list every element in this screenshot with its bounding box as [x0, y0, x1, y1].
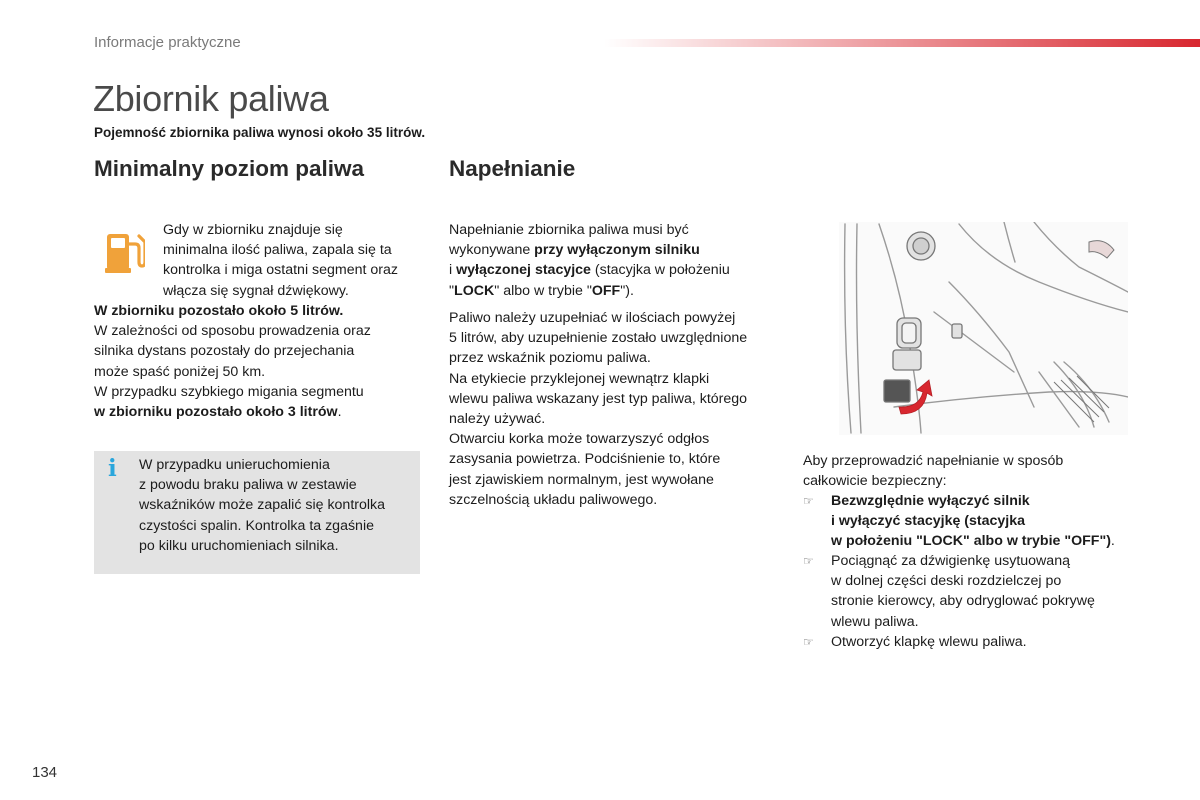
text-line: może spaść poniżej 50 km.	[94, 363, 266, 380]
text-line: w dolnej części deski rozdzielczej po	[831, 573, 1062, 590]
text-line: szczelnością układu paliwowego.	[449, 491, 658, 508]
text-line: czystości spalin. Kontrolka ta zgaśnie	[139, 517, 374, 534]
page-title: Zbiornik paliwa	[93, 78, 329, 119]
text-line: wlewu paliwa.	[831, 613, 919, 630]
text-line: jest zjawiskiem normalnym, jest wywołane	[449, 471, 714, 488]
dashboard-release-lever-illustration	[839, 222, 1128, 435]
text-line-bold: i wyłączyć stacyjkę (stacyjka	[831, 513, 1026, 530]
info-icon: i	[108, 455, 117, 482]
low-fuel-intro	[163, 220, 398, 301]
page-number: 134	[32, 764, 58, 781]
text-line: W przypadku unieruchomienia	[139, 457, 330, 473]
text-line: silnika dystans pozostały do przejechania	[94, 343, 355, 360]
text-line-bold: w położeniu "LOCK" albo w trybie "OFF").	[831, 533, 1115, 550]
text-line: minimalna ilość paliwa, zapala się ta	[163, 242, 392, 259]
text-line: po kilku uruchomieniach silnika.	[139, 537, 339, 554]
heading-refuelling: Napełnianie	[449, 156, 576, 181]
text-line: Otworzyć klapkę wlewu paliwa.	[831, 634, 1027, 650]
text-line: 5 litrów, aby uzupełnienie zostało uwzględnione	[449, 330, 748, 347]
text-line: wskaźników może zapalić się kontrolka	[139, 497, 386, 514]
text-line: Aby przeprowadzić napełnianie w sposób	[803, 453, 1064, 469]
text-line: całkowicie bezpieczny:	[803, 473, 947, 490]
text-line: zasysania powietrza. Podciśnienie to, które	[449, 451, 721, 468]
pointing-hand-icon: ☞	[803, 494, 814, 508]
heading-minimal-fuel: Minimalny poziom paliwa	[94, 156, 365, 181]
pointing-hand-icon: ☞	[803, 554, 814, 568]
text-line-bold: W zbiorniku pozostało około 5 litrów.	[94, 303, 344, 319]
text-line: wlewu paliwa wskazany jest typ paliwa, którego	[449, 390, 748, 407]
safety-intro	[803, 451, 1063, 491]
text-line: Napełnianie zbiornika paliwa musi być	[449, 222, 689, 238]
text-line-bold: w zbiorniku pozostało około 3 litrów.	[94, 404, 342, 421]
text-line: Pociągnąć za dźwigienkę usytuowaną	[831, 553, 1070, 569]
text-line-bold: Bezwzględnie wyłączyć silnik	[831, 493, 1030, 509]
text-line: włącza się sygnał dźwiękowy.	[163, 282, 349, 299]
text-line: z powodu braku paliwa w zestawie	[139, 477, 357, 494]
text-line: kontrolka i miga ostatni segment oraz	[163, 262, 398, 279]
text-line: W przypadku szybkiego migania segmentu	[94, 383, 364, 400]
fuel-pump-icon	[105, 228, 145, 274]
pointing-hand-icon: ☞	[803, 635, 814, 649]
step-1	[803, 491, 1143, 552]
page-subtitle: Pojemność zbiornika paliwa wynosi około 35 litrów.	[94, 125, 426, 140]
low-fuel-details	[94, 301, 371, 422]
text-line: Gdy w zbiorniku znajduje się	[163, 222, 343, 238]
refuel-paragraph-1	[449, 220, 730, 301]
text-line: przez wskaźnik poziomu paliwa.	[449, 350, 651, 367]
text-line: stronie kierowcy, aby odryglować pokrywę	[831, 593, 1095, 610]
text-line: Paliwo należy uzupełniać w ilościach powyżej	[449, 310, 736, 326]
refuel-paragraph-2	[449, 308, 747, 510]
text-line: należy używać.	[449, 411, 546, 428]
text-line: Na etykiecie przyklejonej wewnątrz klapki	[449, 370, 710, 387]
section-label: Informacje praktyczne	[94, 34, 241, 51]
step-2	[803, 551, 1143, 632]
text-line: W zależności od sposobu prowadzenia oraz	[94, 323, 371, 340]
step-3	[803, 632, 1143, 652]
info-box-text	[139, 455, 385, 556]
text-line: "LOCK" albo w trybie "OFF").	[449, 282, 634, 299]
text-line: i wyłączonej stacyjce (stacyjka w położeniu	[449, 262, 730, 279]
text-line: Otwarciu korka może towarzyszyć odgłos	[449, 431, 710, 448]
text-line: wykonywane przy wyłączonym silniku	[449, 242, 700, 259]
header-accent-bar	[604, 39, 1200, 47]
